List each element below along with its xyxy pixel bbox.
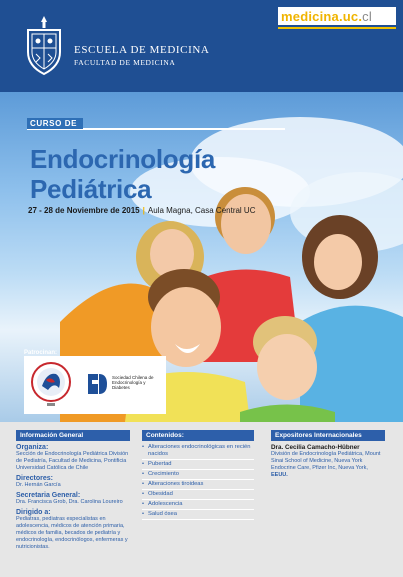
course-label: CURSO DE [27,118,83,129]
contents-column [142,430,254,521]
contents-item [142,491,254,498]
url-underline [278,27,396,29]
dirigido-text: Pediatras, pediatras especialistas en adolescencia, médicos de atención primaria, médicos de familia, becados de pediatría y endocrinología, endocrinólogos, enfermeras y nutricionistas. [16,516,128,550]
speakers-column [271,430,385,479]
contents-item-label: Crecimiento [148,471,179,477]
event-dates: 27 - 28 de Noviembre de 2015 [28,206,140,215]
speakers-heading: Expositores Internacionales [271,430,385,441]
website-tld: cl [362,8,372,24]
header-banner [0,0,403,92]
contents-divider [142,519,254,520]
contents-divider [142,499,254,500]
course-title-line1: Endocrinología [30,144,216,174]
faculty-name: FACULTAD DE MEDICINA [74,58,176,67]
speaker-affiliation-1: División de Endocrinología Pediátrica, Mount Sinai School of Medicine, Nueva York [271,451,381,464]
event-venue: Aula Magna, Casa Central UC [147,206,256,215]
school-name: ESCUELA DE MEDICINA [74,44,210,56]
bullet-icon: • [142,481,145,487]
organiza-text: Sección de Endocrinología Pediátrica División de Pediatría, Facultad de Medicina, Pontificia Universidad Católica de Chile [16,451,129,471]
sponsors-box [24,356,166,414]
bullet-icon: • [142,461,145,467]
directores-label: Directores: [16,475,53,482]
contents-item [142,481,254,488]
contents-divider [142,509,254,510]
organiza-label: Organiza: [16,444,49,451]
contents-item [142,501,254,508]
contents-item [142,444,254,458]
contents-item-label: Pubertad [148,461,172,467]
contents-item-label: Alteraciones endocrinológicas en recién nacidos [148,444,251,457]
info-section [0,422,403,577]
contents-item-label: Adolescencia [148,501,183,507]
secretaria-label: Secretaria General: [16,492,81,499]
general-info-column [16,430,130,551]
soched-logo-icon [86,370,108,398]
contents-item-label: Obesidad [148,491,173,497]
event-date-venue [28,206,255,215]
contents-item [142,511,254,518]
speaker-name: Dra. Cecilia Camacho-Hübner [271,444,360,451]
sociedad-chilena-pediatria-logo-icon [28,360,74,410]
dirigido-label: Dirigido a: [16,509,51,516]
university-crest-icon [22,14,66,76]
contents-item-label: Alteraciones tiroideas [148,481,204,487]
soched-name: Sociedad Chilena de Endocrinología y Diabetes [112,375,154,391]
general-info-heading: Información General [16,430,130,441]
bullet-icon: • [142,471,145,477]
contents-item-label: Salud ósea [148,511,178,517]
contents-divider [142,479,254,480]
contents-divider [142,469,254,470]
bullet-icon: • [142,511,145,517]
contents-item [142,471,254,478]
sponsors-label: Patrocinan: [24,350,58,356]
website-domain: medicina.uc. [281,8,363,24]
course-title-line2: Pediátrica [30,174,152,204]
contents-item [142,461,254,468]
website-link[interactable] [278,7,396,25]
contents-divider [142,459,254,460]
date-venue-separator: | [142,206,145,215]
bullet-icon: • [142,501,145,507]
bullet-icon: • [142,444,145,450]
directores-text: Dr. Hernán García [16,482,61,488]
contents-list [142,444,254,520]
speaker-affiliation-2-text: Endocrine Care, Pfizer Inc, Nueva York, [271,465,368,471]
speaker-country: EEUU. [271,472,288,478]
speaker-affiliation-2 [271,465,385,479]
secretaria-text: Dra. Francisca Grob, Dra. Carolina Loureiro [16,499,123,505]
contents-heading: Contenidos: [142,430,254,441]
contents-divider [142,489,254,490]
bullet-icon: • [142,491,145,497]
